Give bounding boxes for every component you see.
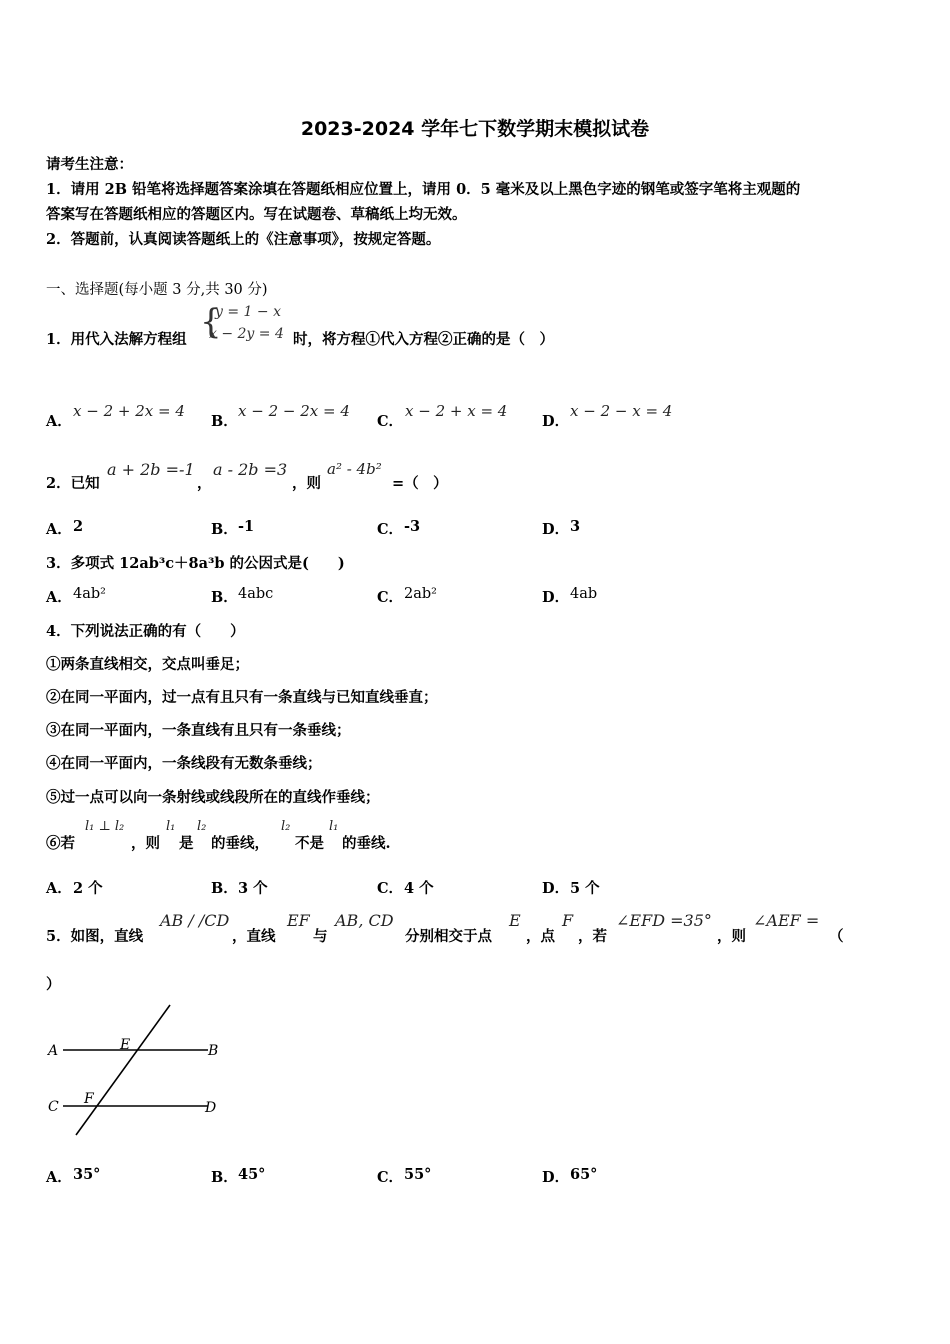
q1-suffix: 时，将方程①代入方程②正确的是（ ） [293, 331, 554, 348]
q5-math-1: AB / /CD [160, 911, 230, 930]
label-a: A [48, 1043, 59, 1059]
q1-option-c: x − 2 + x = 4 [405, 402, 508, 420]
q4-option-d-label: D． [542, 880, 570, 897]
q4-statement-1: ①两条直线相交，交点叫垂足； [46, 656, 249, 673]
q4-s6-math-4: l₂ [281, 819, 291, 834]
q5-option-c-label: C． [377, 1169, 404, 1186]
line-ef [76, 1005, 170, 1135]
q4-option-a-label: A． [46, 880, 72, 897]
q5-text-4: 分别相交于点 [405, 928, 492, 945]
q2-option-a-label: A． [46, 521, 72, 538]
q4-s6-part-a: ⑥若 [46, 835, 75, 852]
q2-suffix: =（ ） [392, 475, 448, 492]
q3-option-c: 2ab² [404, 586, 437, 602]
q5-option-b-label: B． [211, 1169, 238, 1186]
q3-option-b-label: B． [211, 589, 238, 606]
parallel-lines-figure [40, 995, 240, 1145]
q2-option-b-label: B． [211, 521, 238, 538]
q4-s6-part-c: 是 [179, 835, 194, 852]
q5-option-a: 35° [73, 1166, 101, 1183]
q5-text-2: ，直线 [232, 928, 276, 945]
q4-statement-2: ②在同一平面内，过一点有且只有一条直线与已知直线垂直； [46, 689, 438, 706]
q1-option-d-label: D． [542, 413, 570, 430]
q1-prefix: 1．用代入法解方程组 [46, 331, 187, 348]
q5-text-5: ，点 [526, 928, 555, 945]
q2-option-c: -3 [404, 518, 421, 535]
label-b: B [208, 1043, 219, 1059]
q4-option-a: 2 个 [73, 880, 103, 897]
q5-text-7: ，则 [717, 928, 746, 945]
notice-line-1: 1．请用 2B 铅笔将选择题答案涂填在答题纸相应位置上，请用 0．5 毫米及以上黑色字迹的钢笔或签字笔将主观题的 [46, 181, 801, 198]
q4-s6-part-e: 不是 [295, 835, 324, 852]
q1-option-a-label: A． [46, 413, 72, 430]
q2-expr-3: a² - 4b² [327, 460, 382, 478]
q1-option-b: x − 2 − 2x = 4 [238, 402, 350, 420]
q5-math-6: ∠EFD =35° [616, 911, 712, 930]
q2-expr-2: a - 2b =3 [213, 460, 288, 479]
q4-s6-math-5: l₁ [329, 819, 339, 834]
q1-equation-1: y = 1 − x [215, 304, 281, 320]
q2-option-c-label: C． [377, 521, 404, 538]
q2-option-d-label: D． [542, 521, 570, 538]
q3-option-b: 4abc [238, 586, 274, 602]
q4-s6-math-1: l₁ ⊥ l₂ [85, 819, 125, 834]
q5-option-b: 45° [238, 1166, 266, 1183]
label-c: C [48, 1099, 59, 1115]
q3-option-a-label: A． [46, 589, 72, 606]
q4-stem: 4．下列说法正确的有（ ） [46, 623, 245, 640]
q5-math-4: E [509, 911, 521, 930]
q3-option-a: 4ab² [73, 586, 106, 602]
q5-text-1: 5．如图，直线 [46, 928, 144, 945]
q4-s6-math-3: l₂ [197, 819, 207, 834]
q2-prefix: 2．已知 [46, 475, 100, 492]
q5-text-9: ） [46, 976, 61, 993]
q1-option-c-label: C． [377, 413, 404, 430]
q3-option-d: 4ab [570, 586, 598, 602]
q5-text-6: ，若 [578, 928, 607, 945]
q2-comma: ， [197, 475, 212, 492]
q3-option-d-label: D． [542, 589, 570, 606]
q1-option-a: x − 2 + 2x = 4 [73, 402, 185, 420]
q4-statement-4: ④在同一平面内，一条线段有无数条垂线； [46, 755, 322, 772]
q4-statement-5: ⑤过一点可以向一条射线或线段所在的直线作垂线； [46, 789, 380, 806]
q4-s6-part-d: 的垂线， [211, 835, 269, 852]
notice-line-1b: 答案写在答题纸相应的答题区内。写在试题卷、草稿纸上均无效。 [46, 206, 467, 223]
q4-s6-part-b: ，则 [131, 835, 160, 852]
q2-mid: ，则 [292, 475, 321, 492]
q4-s6-math-2: l₁ [166, 819, 176, 834]
q3-stem: 3．多项式 12ab³c＋8a³b 的公因式是( ) [46, 555, 345, 572]
q5-option-a-label: A． [46, 1169, 72, 1186]
q4-option-c-label: C． [377, 880, 404, 897]
q1-option-b-label: B． [211, 413, 238, 430]
q1-equation-2: x − 2y = 4 [209, 326, 284, 342]
brace-symbol: { [200, 302, 222, 342]
q5-option-c: 55° [404, 1166, 432, 1183]
label-e: E [120, 1037, 131, 1053]
notice-line-2: 2．答题前，认真阅读答题纸上的《注意事项》，按规定答题。 [46, 231, 441, 248]
q5-option-d: 65° [570, 1166, 598, 1183]
q5-math-2: EF [287, 911, 310, 930]
q2-option-b: -1 [238, 518, 255, 535]
label-d: D [205, 1100, 217, 1116]
q4-statement-3: ③在同一平面内，一条直线有且只有一条垂线； [46, 722, 351, 739]
q5-option-d-label: D． [542, 1169, 570, 1186]
q3-option-c-label: C． [377, 589, 404, 606]
q5-math-7: ∠AEF = [753, 911, 820, 930]
q4-option-b-label: B． [211, 880, 238, 897]
q5-math-3: AB, CD [335, 911, 394, 930]
page-title: 2023-2024 学年七下数学期末模拟试卷 [300, 118, 650, 140]
q1-option-d: x − 2 − x = 4 [570, 402, 673, 420]
q4-s6-part-f: 的垂线. [342, 835, 391, 852]
section-heading: 一、选择题(每小题 3 分,共 30 分) [46, 282, 268, 298]
q4-option-c: 4 个 [404, 880, 434, 897]
q4-option-b: 3 个 [238, 880, 268, 897]
q2-expr-1: a + 2b =-1 [107, 460, 195, 479]
notice-heading: 请考生注意： [46, 156, 133, 173]
q2-option-a: 2 [73, 518, 84, 535]
q5-math-5: F [562, 911, 574, 930]
q5-text-3: 与 [313, 928, 328, 945]
q2-option-d: 3 [570, 518, 581, 535]
q4-option-d: 5 个 [570, 880, 600, 897]
q5-text-8: （ [829, 928, 844, 945]
label-f: F [84, 1091, 94, 1107]
